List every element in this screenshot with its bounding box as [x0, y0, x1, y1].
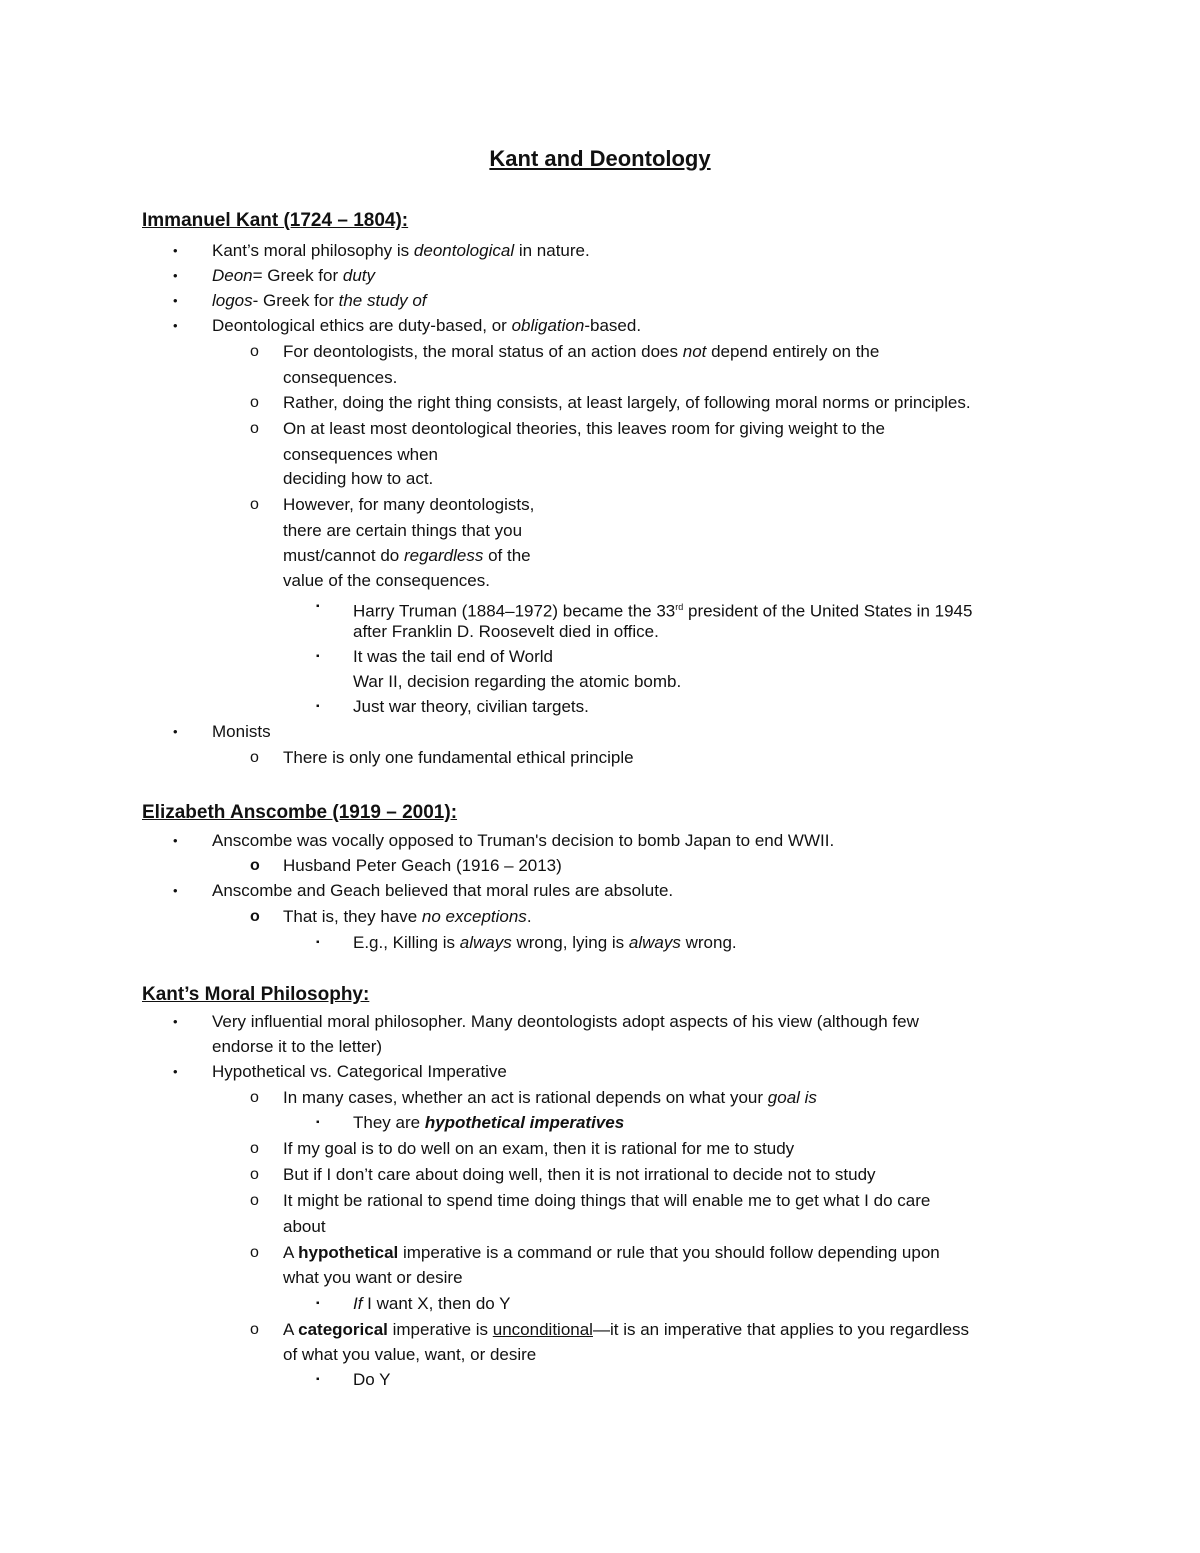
text-line: consequences when: [283, 445, 439, 464]
text-line: Hypothetical vs. Categorical Imperative: [212, 1062, 507, 1081]
text-line: endorse it to the letter): [212, 1037, 383, 1056]
text-run: deontological: [413, 241, 515, 260]
text-run: Deontological ethics are duty-based, or: [212, 316, 512, 335]
text-run: depend entirely on the: [706, 342, 880, 361]
bullet-square: ▪: [316, 701, 320, 712]
text-line: However, for many deontologists,: [283, 495, 535, 514]
text-line: Monists: [212, 722, 271, 741]
text-run: of the: [483, 546, 531, 565]
text-line: Do Y: [353, 1370, 391, 1389]
text-run: obligation: [511, 316, 585, 335]
text-line: War II, decision regarding the atomic bomb.: [353, 672, 682, 691]
text-line: [283, 1242, 940, 1264]
bullet-square: ▪: [316, 1117, 320, 1128]
text-line: Husband Peter Geach (1916 – 2013): [283, 856, 562, 875]
text-run: I want X, then do Y: [362, 1294, 511, 1313]
text-line: [353, 596, 972, 623]
text-run: Kant’s moral philosophy is: [212, 241, 414, 260]
bullet-circle: o: [250, 1321, 259, 1338]
text-run: Harry Truman (1884–1972) became the 33: [353, 601, 676, 621]
text-line: [212, 240, 590, 262]
text-run: in nature.: [514, 241, 590, 260]
bullet-circle: o: [250, 857, 260, 874]
text-line: after Franklin D. Roosevelt died in office.: [353, 622, 659, 641]
text-run: no exceptions: [421, 907, 527, 926]
bullet-square: ▪: [316, 601, 320, 612]
bullet-disc: •: [173, 268, 178, 283]
text-run: - Greek for: [252, 291, 339, 310]
bullet-circle: o: [250, 749, 259, 766]
bullet-circle: o: [250, 1140, 259, 1157]
bullet-disc: •: [173, 293, 178, 308]
bullet-circle: o: [250, 394, 259, 411]
bullet-circle: o: [250, 908, 260, 925]
text-line: of what you value, want, or desire: [283, 1345, 537, 1364]
text-line: value of the consequences.: [283, 571, 490, 590]
text-run: Deon: [212, 266, 253, 285]
text-line: there are certain things that you: [283, 521, 523, 540]
text-line: It might be rational to spend time doing things that will enable me to get what I do care: [283, 1191, 931, 1210]
text-line: [283, 545, 531, 567]
text-run: -based.: [584, 316, 642, 335]
text-line: On at least most deontological theories, this leaves room for giving weight to the: [283, 419, 885, 438]
bullet-square: ▪: [316, 1298, 320, 1309]
text-run: They are: [353, 1113, 425, 1132]
text-line: Rather, doing the right thing consists, at least largely, of following moral norms or principles.: [283, 393, 971, 412]
bullet-disc: •: [173, 724, 178, 739]
text-run: categorical: [298, 1320, 388, 1339]
text-run: unconditional: [492, 1320, 593, 1339]
text-run: imperative is: [387, 1320, 493, 1339]
bullet-circle: o: [250, 420, 259, 437]
bullet-square: ▪: [316, 937, 320, 948]
bullet-disc: •: [173, 1064, 178, 1079]
text-run: president of the United States in 1945: [683, 601, 973, 621]
text-line: consequences.: [283, 368, 398, 387]
text-line: Just war theory, civilian targets.: [353, 697, 589, 716]
section-heading-moral-philosophy: Kant’s Moral Philosophy:: [142, 984, 370, 1005]
text-run: hypothetical imperatives: [424, 1113, 625, 1132]
bullet-circle: o: [250, 1244, 259, 1261]
bullet-circle: o: [250, 496, 259, 513]
bullet-disc: •: [173, 318, 178, 333]
text-line: It was the tail end of World: [353, 647, 554, 666]
text-run: hypothetical: [298, 1243, 399, 1262]
text-line: deciding how to act.: [283, 469, 434, 488]
text-run: wrong, lying is: [511, 933, 629, 952]
bullet-circle: o: [250, 343, 259, 360]
text-line: If my goal is to do well on an exam, then it is rational for me to study: [283, 1139, 795, 1158]
text-line: [353, 932, 737, 954]
superscript: rd: [675, 602, 684, 612]
bullet-square: ▪: [316, 1374, 320, 1385]
bullet-circle: o: [250, 1166, 259, 1183]
text-line: [283, 341, 879, 363]
text-line: [283, 1319, 969, 1341]
text-run: not: [682, 342, 707, 361]
section-heading-anscombe: Elizabeth Anscombe (1919 – 2001):: [142, 802, 458, 823]
text-run: —it is an imperative that applies to you regardless: [592, 1320, 970, 1339]
text-line: Anscombe was vocally opposed to Truman's decision to bomb Japan to end WWII.: [212, 831, 835, 850]
text-run: regardless: [403, 546, 484, 565]
text-line: [212, 265, 375, 287]
text-line: [283, 906, 532, 928]
bullet-disc: •: [173, 1014, 178, 1029]
text-run: If: [353, 1294, 363, 1313]
text-line: There is only one fundamental ethical principle: [283, 748, 634, 767]
bullet-circle: o: [250, 1192, 259, 1209]
text-run: always: [628, 933, 681, 952]
text-line: [283, 1087, 817, 1109]
text-line: [353, 1112, 624, 1134]
text-line: Very influential moral philosopher. Many deontologists adopt aspects of his view (although few: [212, 1012, 919, 1031]
text-run: .: [526, 907, 532, 926]
text-line: [212, 290, 427, 312]
text-line: [353, 1293, 511, 1315]
text-run: imperative is a command or rule that you should follow depending upon: [398, 1243, 940, 1262]
text-line: about: [283, 1217, 326, 1236]
text-run: For deontologists, the moral status of an action does: [283, 342, 683, 361]
text-line: [212, 315, 641, 337]
text-run: A: [283, 1320, 299, 1339]
bullet-disc: •: [173, 883, 178, 898]
text-run: = Greek for: [252, 266, 343, 285]
text-line: Anscombe and Geach believed that moral rules are absolute.: [212, 881, 674, 900]
text-run: wrong.: [680, 933, 737, 952]
text-run: In many cases, whether an act is rational depends on what your: [283, 1088, 768, 1107]
text-run: must/cannot do: [283, 546, 404, 565]
text-run: the study of: [338, 291, 427, 310]
text-run: goal is: [767, 1088, 817, 1107]
text-line: But if I don’t care about doing well, then it is not irrational to decide not to study: [283, 1165, 876, 1184]
bullet-square: ▪: [316, 651, 320, 662]
bullet-circle: o: [250, 1089, 259, 1106]
text-run: A: [283, 1243, 299, 1262]
text-run: duty: [342, 266, 376, 285]
page-title: Kant and Deontology: [489, 146, 711, 171]
text-line: what you want or desire: [283, 1268, 463, 1287]
text-run: always: [459, 933, 512, 952]
bullet-disc: •: [173, 243, 178, 258]
text-run: logos: [212, 291, 253, 310]
bullet-disc: •: [173, 833, 178, 848]
text-run: That is, they have: [283, 907, 422, 926]
section-heading-kant: Immanuel Kant (1724 – 1804):: [142, 210, 409, 231]
text-run: E.g., Killing is: [353, 933, 460, 952]
